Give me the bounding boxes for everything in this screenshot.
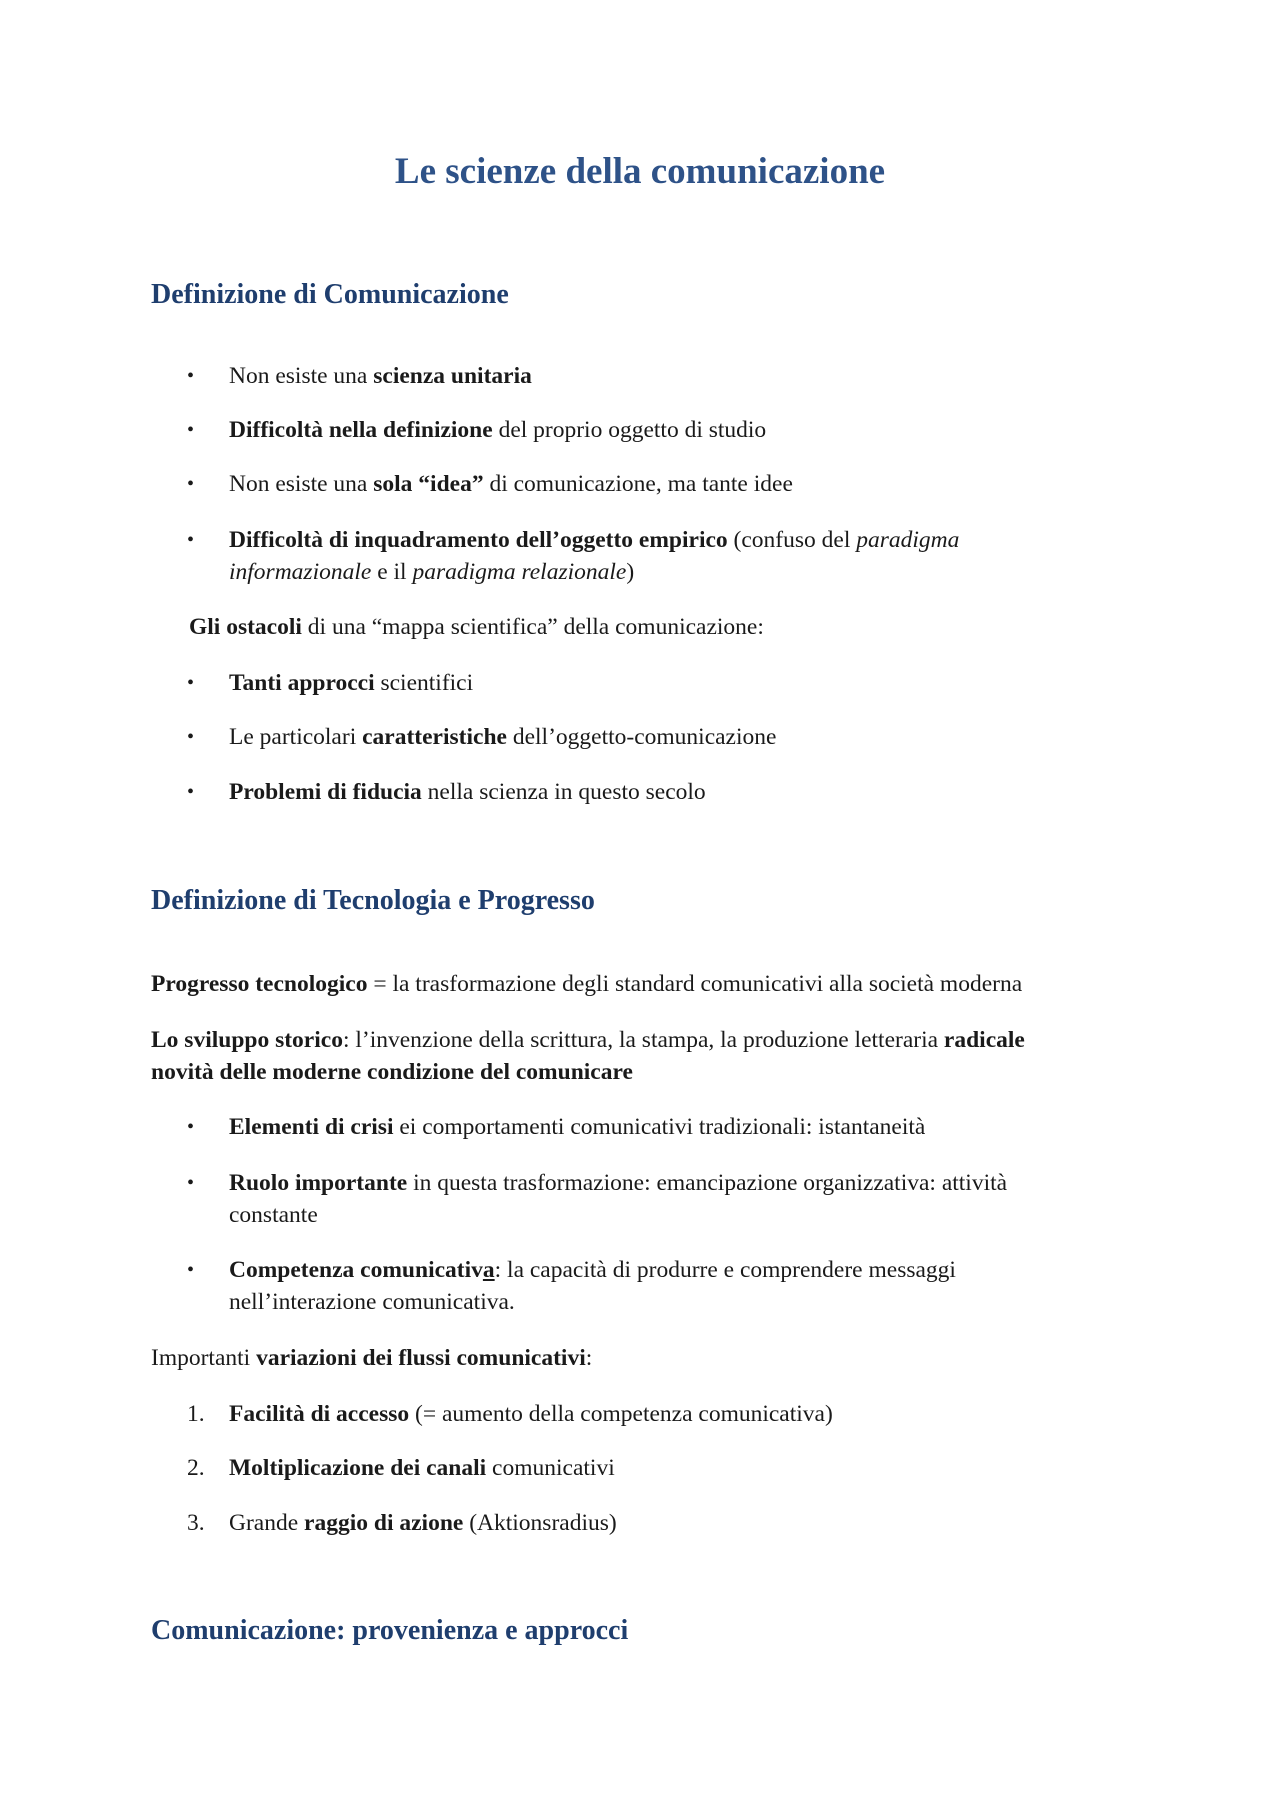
list-item: Difficoltà di inquadramento dell’oggetto empirico (confuso del paradigma	[229, 527, 960, 553]
page-title: Le scienze della comunicazione	[394, 151, 886, 192]
list-number: 2.	[187, 1455, 205, 1481]
list-item: Competenza comunicativa: la capacità di produrre e comprendere messaggi	[229, 1257, 956, 1283]
list-item-continuation: nell’interazione comunicativa.	[229, 1289, 515, 1315]
obstacles-intro: Gli ostacoli di una “mappa scientifica” della comunicazione:	[189, 614, 764, 640]
bullet-marker: •	[187, 781, 195, 803]
bullet-marker: •	[187, 419, 195, 441]
bullet-marker: •	[187, 1116, 195, 1138]
bullet-marker: •	[187, 1259, 195, 1281]
variations-intro: Importanti variazioni dei flussi comunicativi:	[151, 1345, 593, 1371]
section-heading-tecnologia: Definizione di Tecnologia e Progresso	[151, 885, 595, 916]
list-item: Elementi di crisi ei comportamenti comunicativi tradizionali: istantaneità	[229, 1114, 926, 1140]
bullet-marker: •	[187, 1172, 195, 1194]
list-item-continuation: informazionale e il paradigma relazionale)	[229, 559, 635, 585]
numbered-item: Moltiplicazione dei canali comunicativi	[229, 1455, 615, 1481]
list-item: Non esiste una sola “idea” di comunicazione, ma tante idee	[229, 471, 793, 497]
numbered-item: Grande raggio di azione (Aktionsradius)	[229, 1510, 617, 1536]
list-number: 1.	[187, 1401, 205, 1427]
bullet-marker: •	[187, 365, 195, 387]
list-number: 3.	[187, 1510, 205, 1536]
bullet-marker: •	[187, 473, 195, 495]
bullet-marker: •	[187, 529, 195, 551]
numbered-item: Facilità di accesso (= aumento della competenza comunicativa)	[229, 1401, 833, 1427]
paragraph-progresso: Progresso tecnologico = la trasformazione degli standard comunicativi alla società moderna	[151, 971, 1023, 997]
paragraph-sviluppo: Lo sviluppo storico: l’invenzione della scrittura, la stampa, la produzione letteraria radicale	[151, 1027, 1025, 1053]
paragraph-sviluppo-continuation: novità delle moderne condizione del comunicare	[151, 1059, 633, 1085]
list-item: Tanti approcci scientifici	[229, 670, 474, 696]
list-item-continuation: constante	[229, 1202, 318, 1228]
section-heading-provenienza: Comunicazione: provenienza e approcci	[151, 1615, 629, 1646]
list-item: Ruolo importante in questa trasformazione: emancipazione organizzativa: attività	[229, 1170, 1008, 1196]
section-heading-comunicazione: Definizione di Comunicazione	[151, 279, 509, 310]
list-item: Problemi di fiducia nella scienza in questo secolo	[229, 779, 706, 805]
bullet-marker: •	[187, 672, 195, 694]
list-item: Non esiste una scienza unitaria	[229, 363, 532, 389]
bullet-marker: •	[187, 726, 195, 748]
list-item: Difficoltà nella definizione del proprio oggetto di studio	[229, 417, 767, 443]
list-item: Le particolari caratteristiche dell’oggetto-comunicazione	[229, 724, 777, 750]
